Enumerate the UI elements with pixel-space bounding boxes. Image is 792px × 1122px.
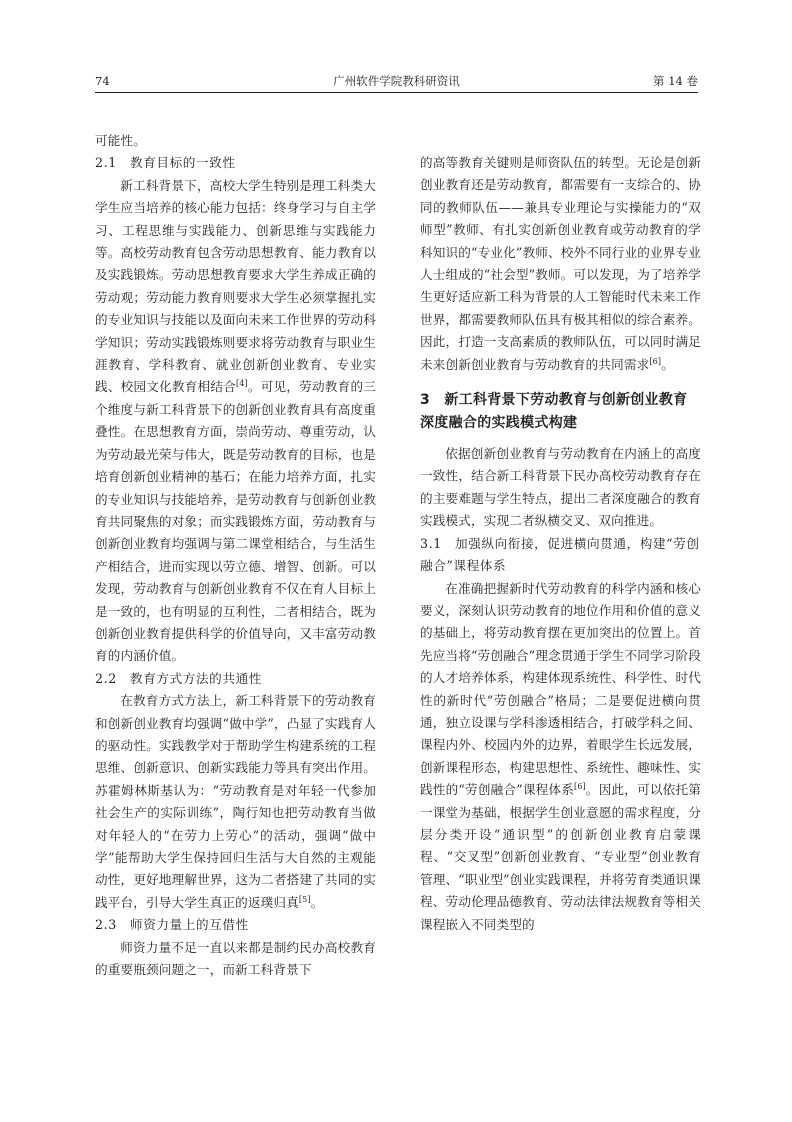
citation-ref: [5] [298, 894, 311, 904]
paragraph-text: 。因此，可以依托第一课堂为基础，根据学生创业意愿的需求程度，分层分类开设“通识型”的创新创业教育启蒙课程、“交叉型”创新创业教育、“专业型”创业教育管理、“职业型”创业实践课程，并将劳育类通识课程、劳动伦理品德教育、劳动法律法规教育等相关课程嵌入不同类型的 [420, 782, 702, 932]
paragraph-text: 。 [310, 894, 324, 910]
paragraph [95, 690, 376, 914]
volume-label: 第 14 卷 [653, 74, 698, 88]
paragraph-text: 。 [661, 356, 674, 372]
running-header [95, 72, 698, 90]
citation-ref: [6] [574, 781, 586, 791]
subsection-heading-2-3: 2.3 师资力量上的互借性 [95, 917, 249, 933]
paragraph [420, 152, 701, 376]
header-rule [95, 92, 698, 93]
paragraph: 师资力量不足一直以来都是制约民办高校教育的重要瓶颈问题之一，而新工科背景下 [95, 939, 376, 978]
left-column [95, 130, 376, 981]
paragraph-text: 在教育方式方法上，新工科背景下的劳动教育和创新创业教育均强调“做中学”，凸显了实践育人的驱动性。实践教学对于帮助学生构建系统的工程思维、创新意识、创新实践能力等具有突出作用。苏霍姆林斯基认为：“劳动教育是对年轻一代参加社会生产的实际训练”，陶行知也把劳动教育当做对年轻人的“在劳力上劳心”的活动，强调“做中学”能帮助大学生保持回归生活与大自然的主观能动性，更好地理解世界，这为二者搭建了共同的实践平台，引导大学生真正的返璞归真 [95, 693, 376, 910]
journal-title: 广州软件学院教科研资讯 [333, 74, 460, 88]
paragraph: 依据创新创业教育与劳动教育在内涵上的高度一致性，结合新工科背景下民办高校劳动教育存在的主要难题与学生特点，提出二者深度融合的教育实践模式，实现二者纵横交叉、双向推进。 [420, 446, 701, 529]
citation-ref: [4] [236, 379, 248, 389]
paragraph-text: 在准确把握新时代劳动教育的科学内涵和核心要义，深刻认识劳动教育的地位作用和价值的意义的基础上，将劳动教育摆在更加突出的位置上。首先应当将“劳创融合”理念贯通于学生不同学习阶段的人才培养体系，构建体现系统性、科学性、时代性的新时代“劳创融合”格局；二是要促进横向贯通，独立设课与学科渗透相结合，打破学科之间、课程内外、校园内外的边界，着眼学生长远发展，创新课程形态，构建思想性、系统性、趣味性、实践性的“劳创融合”课程体系 [420, 580, 701, 798]
paragraph-text: 的高等教育关键则是师资队伍的转型。无论是创新创业教育还是劳动教育，都需要有一支综合的、协同的教师队伍——兼具专业理论与实操能力的“双师型”教师、有扎实创新创业教育或劳动教育的学科知识的“专业化”教师、校外不同行业的业界专业人士组成的“社会型”教师。可以发现，为了培养学生更好适应新工科为背景的人工智能时代未来工作世界，都需要教师队伍具有极其相似的综合素养。因此，打造一支高素质的教师队伍，可以同时满足未来创新创业教育与劳动教育的共同需求 [420, 155, 701, 372]
subsection-heading-2-1: 2.1 教育目标的一致性 [95, 155, 236, 171]
paragraph-text: 新工科背景下，高校大学生特别是理工科类大学生应当培养的核心能力包括：终身学习与自主学习、工程思维与实践能力、创新思维与实践能力等。高校劳动教育包含劳动思想教育、能力教育以及实践锻炼。劳动思想教育要求大学生养成正确的劳动观；劳动能力教育则要求大学生必须掌握扎实的专业知识与技能以及面向未来工作世界的劳动科学知识；劳动实践锻炼则要求将劳动教育与职业生涯教育、学科教育、就业创新创业教育、专业实践、校园文化教育相结合 [95, 177, 376, 395]
page-number: 74 [95, 74, 110, 88]
section-heading-3: 3 新工科背景下劳动教育与创新创业教育深度融合的实践模式构建 [420, 392, 688, 432]
paragraph [95, 175, 376, 668]
subsection-heading-3-1: 3.1 加强纵向衔接，促进横向贯通，构建“劳创融合”课程体系 [420, 535, 700, 574]
citation-ref: [6] [649, 356, 662, 366]
paragraph-continuation: 可能性。 [95, 133, 146, 148]
paragraph [420, 578, 701, 937]
right-column [420, 152, 701, 936]
subsection-heading-2-2: 2.2 教育方式方法的共通性 [95, 670, 262, 686]
paragraph-text: 。可见，劳动教育的三个维度与新工科背景下的创新创业教育具有高度重叠性。在思想教育方面，崇尚劳动、尊重劳动，认为劳动最光荣与伟大，既是劳动教育的目标，也是培育创新创业精神的基石；在能力培养方面，扎实的专业知识与技能培养，是劳动教育与创新创业教育共同聚焦的对象；而实践锻炼方面，劳动教育与创新创业教育均强调与第二课堂相结合，与生活生产相结合，进而实现以劳立德、增智、创新。可以发现，劳动教育与创新创业教育不仅在育人目标上是一致的，也有明显的互利性，二者相结合，既为创新创业教育提供科学的价值导向，又丰富劳动教育的内涵价值。 [95, 379, 377, 664]
